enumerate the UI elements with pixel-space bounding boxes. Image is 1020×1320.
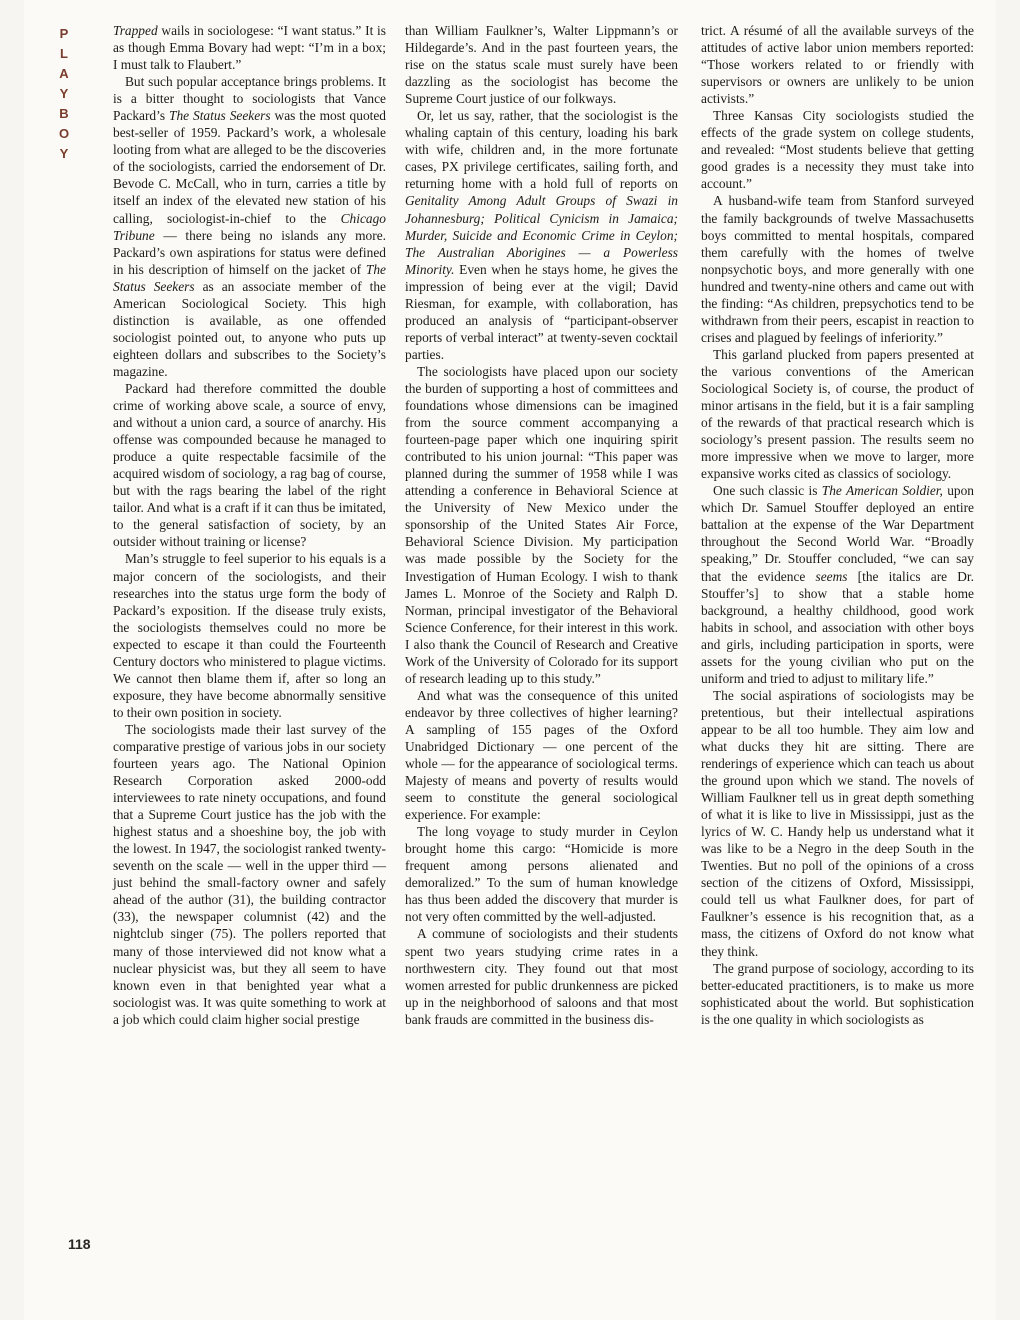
article-paragraph (405, 823, 678, 925)
body-text: Three Kansas City sociologists studied the effects of the grade system on college students, and revealed: “Most students believe that getting good grades is a necessity they must take into account.” (701, 108, 974, 192)
magazine-page (24, 0, 996, 1320)
article-paragraph (113, 550, 386, 720)
article-paragraph (113, 721, 386, 1028)
article-paragraph (701, 687, 974, 960)
article-paragraph (405, 22, 678, 107)
body-text: trict. A résumé of all the available surveys of the attitudes of active labor union members reported: “Those workers related to or friendly with supervisors or owners are unlikely to be union activists.” (701, 23, 974, 107)
masthead-letter: P (59, 26, 69, 41)
magazine-masthead-vertical (52, 24, 76, 164)
body-text: Man’s struggle to feel superior to his equals is a major concern of the sociologists, and their researches into the status urge form the body of Packard’s exposition. If the disease truly exists, the sociologists themselves could no more be expected to escape it than could the Fourteenth Century doctors who ministered to plague victims. We cannot then blame them if, after so long an exposure, they have become abnormally sensitive to their own position in society. (113, 551, 386, 720)
body-text: Even when he stays home, he gives the impression of being ever at the vigil; David Riesman, for example, with collaboration, has produced an analysis of “participant-observer reports of verbal interact” at twenty-seven cocktail parties. (405, 261, 678, 362)
body-text: One such classic is (713, 483, 822, 499)
body-text: [the italics are Dr. Stouffer’s] to show that a stable home background, a healthy childhood, good work habits in school, and association with other boys and girls, including participation in sports, were assets for the young civilian who put on the uniform and tried to adjust to military life.” (701, 568, 974, 686)
masthead-letter: B (59, 106, 69, 121)
body-text: This garland plucked from papers presented at the various conventions of the American Sociological Society is, of course, the product of minor artisans in the field, but it is a fair sampling of the rewards of that practical research which is sociology’s present passion. The results seem no more impressive when we move to larger, more expansive works cited as classics of sociology. (701, 346, 974, 482)
body-text: Packard had therefore committed the double crime of working above scale, a source of envy, and without a union card, a source of anarchy. His offense was compounded because he managed to produce a quite respectable facsimile of the acquired wisdom of sociology, a rag bag of course, but with the rags bearing the label of the right tailor. And what is a craft if it can thus be imitated, to the general satisfaction of society, by an outsider without training or license? (113, 380, 386, 550)
masthead-letter: Y (59, 86, 69, 101)
article-paragraph (701, 960, 974, 1028)
body-text: A husband-wife team from Stanford surveyed the family backgrounds of twelve Massachusetts boys committed to mental hospitals, compared them carefully with the homes of twelve nonpsychotic boys, and more generally with one hundred and twenty-nine others and came out with the finding: “As children, prepsychotics tend to be withdrawn from their peers, escapist in reaction to crises and plagued by feelings of inferiority.” (701, 193, 974, 345)
italic-text: Genitality Among Adult Groups of Swazi in Johannesburg; Political Cynicism in Jamaica; Murder, Suicide and Economic Crime in Ceylon; The Australian Aborigines — a Powerless Minority. (405, 193, 678, 277)
article-paragraph (405, 363, 678, 687)
body-text: Or, let us say, rather, that the sociologist is the whaling captain of this century, loading his bark with wife, children and, in the more fortunate cases, PX privilege certificates, sailing forth, and returning home with a hold full of reports on (405, 108, 678, 192)
article-paragraph (405, 107, 678, 363)
body-text: — there being no islands any more. Packard’s own aspirations for status were defined in his description of himself on the jacket of (113, 227, 386, 277)
article-paragraph (405, 925, 678, 1027)
article-paragraph (113, 73, 386, 380)
body-text: as an associate member of the American Sociological Society. This high distinction is available, as one offended sociologist pointed out, to anyone who puts up eighteen dollars and subscribes to the Society’s magazine. (113, 278, 386, 379)
text-column-1 (113, 22, 386, 1028)
masthead-letter: Y (59, 146, 69, 161)
body-text: wails in sociologese: “I want status.” It is as though Emma Bovary had wept: “I’m in a box; I must talk to Flaubert.” (113, 23, 386, 73)
body-text: The social aspirations of sociologists may be pretentious, but their intellectual aspirations appear to be all too humble. They aim low and what ducks they hit are sitting. There are renderings of experience which can teach us about the ground upon which we stand. The novels of William Faulkner tell us in great depth something of what it is like to live in Mississippi, just as the lyrics of W. C. Handy help us understand what it was like to be a Negro in the deep South in the Twenties. But no poll of the opinions of a cross section of the citizens of Oxford, Mississippi, could tell us what Faulkner does, for part of Faulkner’s essence is his recognition that, as a mass, the citizens of Oxford do not know what they think. (701, 687, 974, 959)
article-paragraph (405, 687, 678, 823)
body-text: The long voyage to study murder in Ceylon brought home this cargo: “Homicide is more frequent among persons alienated and demoralized.” To the sum of human knowledge has thus been added the discovery that murder is not very often committed by the well-adjusted. (405, 824, 678, 925)
article-paragraph (113, 380, 386, 550)
italic-text: The American Soldier, (821, 483, 943, 499)
masthead-letter: L (60, 46, 68, 61)
page-number: 118 (68, 1236, 91, 1252)
article-paragraph (701, 192, 974, 345)
body-text: than William Faulkner’s, Walter Lippmann’s or Hildegarde’s. And in the past fourteen years, the rise on the status scale must surely have been dazzling as the sociologist has become the Supreme Court justice of our folkways. (405, 23, 678, 107)
article-paragraph (701, 482, 974, 687)
body-text: The grand purpose of sociology, according to its better-educated practitioners, is to make us more sophisticated about the world. But sophistication is the one quality in which sociologists as (701, 960, 974, 1027)
body-text: The sociologists have placed upon our society the burden of supporting a host of committees and foundations whose dimensions can be imagined from the source comment accompanying a fourteen-page paper which one inquiring spirit contributed to his union journal: “This paper was planned during the summer of 1958 while I was attending a conference in Behavioral Science at the University of New Mexico under the sponsorship of the United States Air Force, Behavioral Science Division. My participation was made possible by the Society for the Investigation of Human Ecology. I wish to thank James L. Monroe of the Society and Ralph D. Norman, principal investigator of the Behavioral Science Conference, for their interest in this work. I also thank the Council of Research and Creative Work of the University of Colorado for its support of research leading up to this study.” (405, 363, 678, 686)
italic-text: Chicago Tribune (113, 210, 386, 243)
body-text: The sociologists made their last survey of the comparative prestige of various jobs in our society fourteen years ago. The National Opinion Research Corporation asked 2000-odd interviewees to rate ninety occupations, and found that a Supreme Court justice has the job with the highest status and a shoeshine boy, the job with the lowest. In 1947, the sociologist ranked twenty-seventh on the scale — well in the upper third — just behind the small-factory owner and safely ahead of the author (31), the building contractor (33), the newspaper columnist (42) and the nightclub singer (75). The pollers reported that many of those interviewed did not know what a nuclear physicist was, but they all seem to have known even in that benighted year what a sociologist was. It was quite something to work at a job which could claim higher social prestige (113, 721, 386, 1027)
body-text: upon which Dr. Samuel Stouffer deployed an entire battalion at the expense of the War Department throughout the Second World War. “Broadly speaking,” Dr. Stouffer concluded, “we can say that the evidence (701, 483, 974, 584)
italic-text: The Status Seekers (113, 261, 386, 294)
italic-text: seems (815, 568, 848, 584)
article-paragraph (701, 346, 974, 482)
italic-text: Trapped (113, 23, 158, 38)
article-paragraph (113, 22, 386, 73)
italic-text: The Status Seekers (169, 108, 271, 124)
body-text: And what was the consequence of this united endeavor by three collectives of higher learning? A sampling of 155 pages of the Oxford Unabridged Dictionary — one percent of the whole — for the appearance of sociological terms. Majesty of means and poverty of results would seem to constitute the general sociological experience. For example: (405, 687, 678, 823)
text-column-3 (701, 22, 974, 1028)
body-text: But such popular acceptance brings problems. It is a bitter thought to sociologists that Vance Packard’s (113, 74, 386, 124)
body-text: was the most quoted best-seller of 1959. Packard’s work, a wholesale looting from what are alleged to be the discoveries of the sociologists, carried the endorsement of Dr. Bevode C. McCall, who in turn, carries a title by itself an index of the elevated new station of his calling, sociologist-in-chief to the (113, 108, 387, 226)
masthead-letter: A (59, 66, 69, 81)
article-paragraph (701, 22, 974, 107)
masthead-letter: O (58, 126, 70, 141)
body-text: A commune of sociologists and their students spent two years studying crime rates in a northwestern city. They found out that most women arrested for public drunkenness are picked up in the neighborhood of saloons and that most bank frauds are committed in the business dis- (405, 926, 678, 1027)
article-paragraph (701, 107, 974, 192)
text-column-2 (405, 22, 678, 1028)
